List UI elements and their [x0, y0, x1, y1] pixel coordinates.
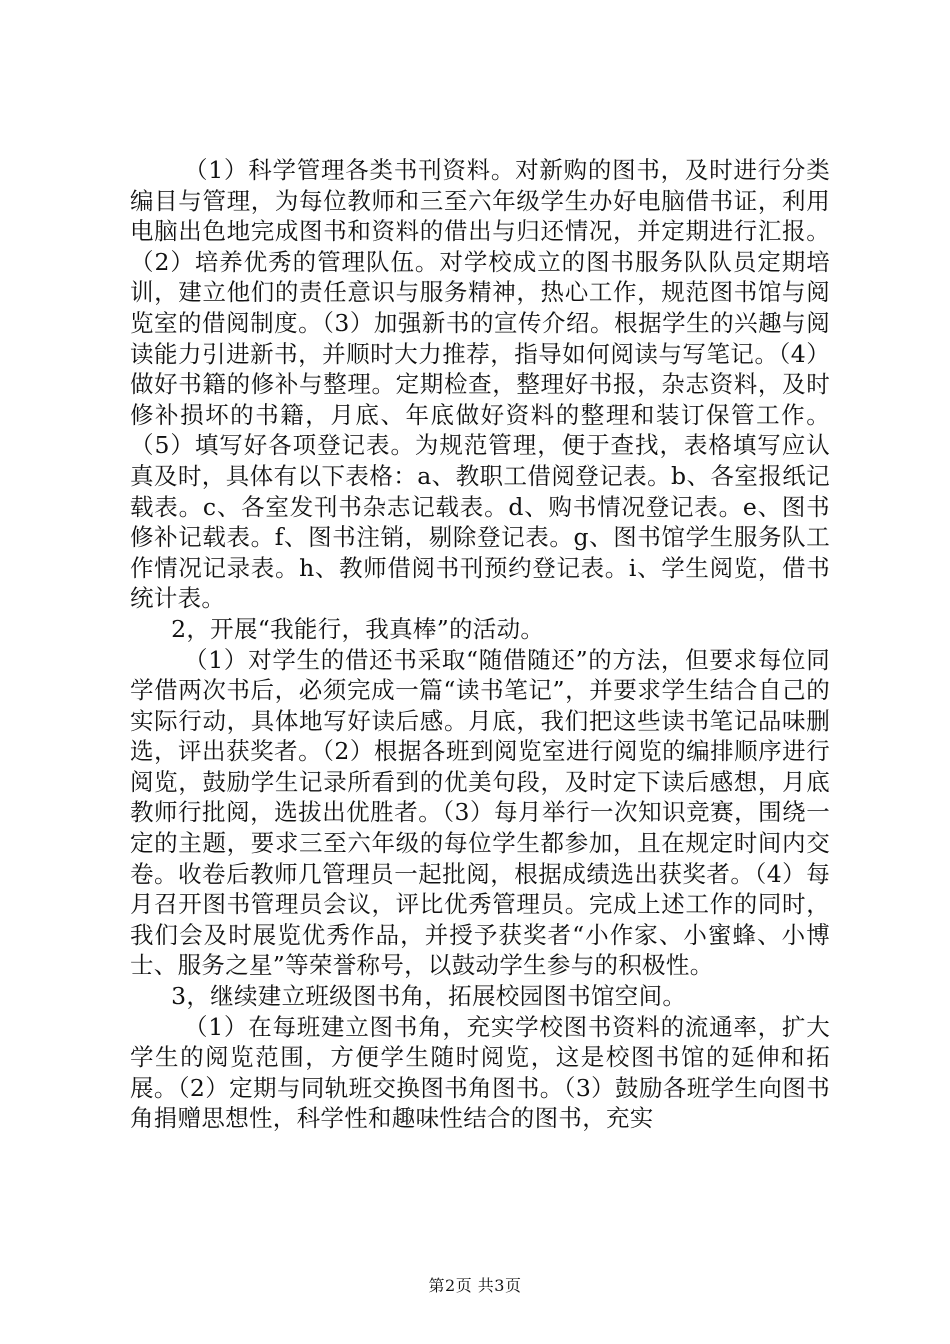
heading-class-book-corner: 3，继续建立班级图书角，拓展校园图书馆空间。: [171, 982, 687, 1011]
page-number-footer: 第2页 共3页: [428, 1276, 522, 1295]
paragraph-book-corner-details: （1）在每班建立图书角，充实学校图书资料的流通率，扩大学生的阅览范围，方便学生随时阅览，这是校图书馆的延伸和拓展。（2）定期与同轨班交换图书角图书。（3）鼓励各班学生向图书角捐赠思想性，科学性和趣味性结合的图书，充实: [130, 1012, 830, 1133]
paragraph-library-management: （1）科学管理各类书刊资料。对新购的图书，及时进行分类编目与管理，为每位教师和三至六年级学生办好电脑借书证，利用电脑出色地完成图书和资料的借出与归还情况，并定期进行汇报。（2）培养优秀的管理队伍。对学校成立的图书服务队队员定期培训，建立他们的责任意识与服务精神，热心工作，规范图书馆与阅览室的借阅制度。（3）加强新书的宣传介绍。根据学生的兴趣与阅读能力引进新书，并顺时大力推荐，指导如何阅读与写笔记。（4）做好书籍的修补与整理。定期检查，整理好书报，杂志资料，及时修补损坏的书籍，月底、年底做好资料的整理和装订保管工作。（5）填写好各项登记表。为规范管理，便于查找，表格填写应认真及时，具体有以下表格：a、教职工借阅登记表。b、各室报纸记载表。c、各室发刊书杂志记载表。d、购书情况登记表。e、图书修补记载表。f、图书注销，剔除登记表。g、图书馆学生服务队工作情况记录表。h、教师借阅书刊预约登记表。i、学生阅览，借书统计表。: [130, 156, 830, 613]
heading-activity: 2，开展“我能行，我真棒”的活动。: [171, 614, 545, 643]
paragraph-activity-details: （1）对学生的借还书采取“随借随还”的方法，但要求每位同学借两次书后，必须完成一篇“读书笔记”，并要求学生结合自己的实际行动，具体地写好读后感。月底，我们把这些读书笔记品味删选，评出获奖者。（2）根据各班到阅览室进行阅览的编排顺序进行阅览，鼓励学生记录所看到的优美句段，及时定下读后感想，月底教师行批阅，选拔出优胜者。（3）每月举行一次知识竞赛，围绕一定的主题，要求三至六年级的每位学生都参加，且在规定时间内交卷。收卷后教师几管理员一起批阅，根据成绩选出获奖者。（4）每月召开图书管理员会议，评比优秀管理员。完成上述工作的同时，我们会及时展览优秀作品，并授予获奖者“小作家、小蜜蜂、小博士、服务之星”等荣誉称号，以鼓动学生参与的积极性。: [130, 645, 830, 980]
document-body: [130, 155, 830, 1134]
